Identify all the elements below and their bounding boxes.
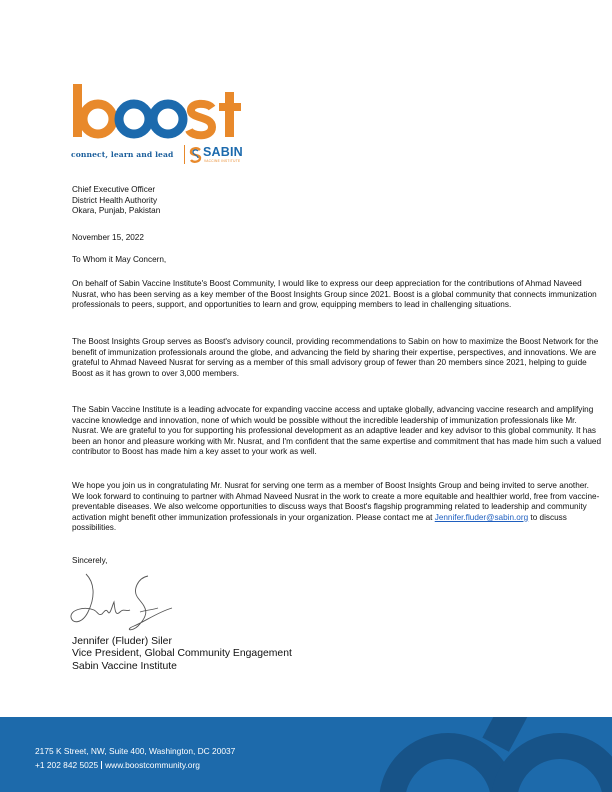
signature-block [72,636,292,673]
body-paragraph-4 [72,481,602,534]
signer-name: Jennifer (Fluder) Siler [72,636,172,647]
letter-date: November 15, 2022 [72,233,144,242]
email-link[interactable]: Jennifer.fluder@sabin.org [434,512,529,522]
footer-contact [35,744,235,772]
recipient-line: District Health Authority [72,195,158,205]
footer-separator [101,761,102,769]
signer-organization: Sabin Vaccine Institute [72,660,177,672]
body-paragraph-1: On behalf of Sabin Vaccine Institute's Boost Community, I would like to express our deep appreciation for the contributions of Ahmad Naveed Nusrat, who has been serving as a key member of the Boost Insights Group since 2021. Boost is a global community that connects immunization professionals to peers, support, and opportunities to learn and grow, equipping members to lead in challenging situations. [72,279,597,310]
signature-image [68,572,178,634]
logo-tagline: connect, learn and lead [71,150,174,159]
footer-contact-line [35,758,235,772]
boost-wordmark-icon [70,82,250,142]
boost-loop-graphic-icon [330,717,612,792]
signer-title: Vice President, Global Community Engagement [72,648,292,660]
footer-phone: +1 202 842 5025 [35,760,99,770]
recipient-line: Okara, Punjab, Pakistan [72,206,161,216]
paragraph-text: We hope you join us in congratulating Mr. Nusrat for serving one term as a member of Boost Insights Group and being invited to serve another. We look forward to continuing to partner with Ahmad Naveed Nusrat in the work to create a more equitable and healthier world, free from vaccine-preventable diseases. We also welcome opportunities to discuss ways that Boost's flagship programming related to leadership and community activation might benefit other immunization professionals in your organization. Please contact me at [72,481,600,522]
closing: Sincerely, [72,556,108,565]
sabin-s-icon [189,147,202,163]
paragraph-text: to discuss possibilities. [72,512,567,533]
recipient-line: Chief Executive Officer [72,185,156,194]
footer-address: 2175 K Street, NW, Suite 400, Washington, DC 20037 [35,746,236,756]
sabin-name: SABIN [203,145,243,159]
body-paragraph-2: The Boost Insights Group serves as Boost's advisory council, providing recommendations to Sabin on how to maximize the Boost Network for the benefit of immunization professionals around the globe, and advancing the field by sharing their expertise, perspectives, and innovations. We are grateful to Ahmad Naveed Nusrat for serving as a member of this small advisory group of fewer than 20 members since 2021, helping to guide Boost as it has grown to over 3,000 members. [72,337,599,378]
logo-divider [184,145,185,164]
recipient-address [72,185,160,217]
body-paragraph-3: The Sabin Vaccine Institute is a leading advocate for expanding vaccine access and uptake globally, advancing vaccine research and amplifying vaccine knowledge and innovation, none of which would be possible without the incredible leadership of immunization professionals like Mr. Nusrat. We are grateful to you for supporting his professional development as an adaptive leader and key advisor to this global community. It has been an honor and pleasure working with Mr. Nusrat, and I'm confident that the same expertise and commitment that has made him such a valued contributor to Boost has made him a key asset to your work as well. [72,405,602,457]
footer-website-link[interactable]: www.boostcommunity.org [105,760,200,770]
salutation: To Whom it May Concern, [72,255,167,264]
sabin-subtitle: VACCINE INSTITUTE [204,159,241,163]
footer-band [0,717,612,792]
